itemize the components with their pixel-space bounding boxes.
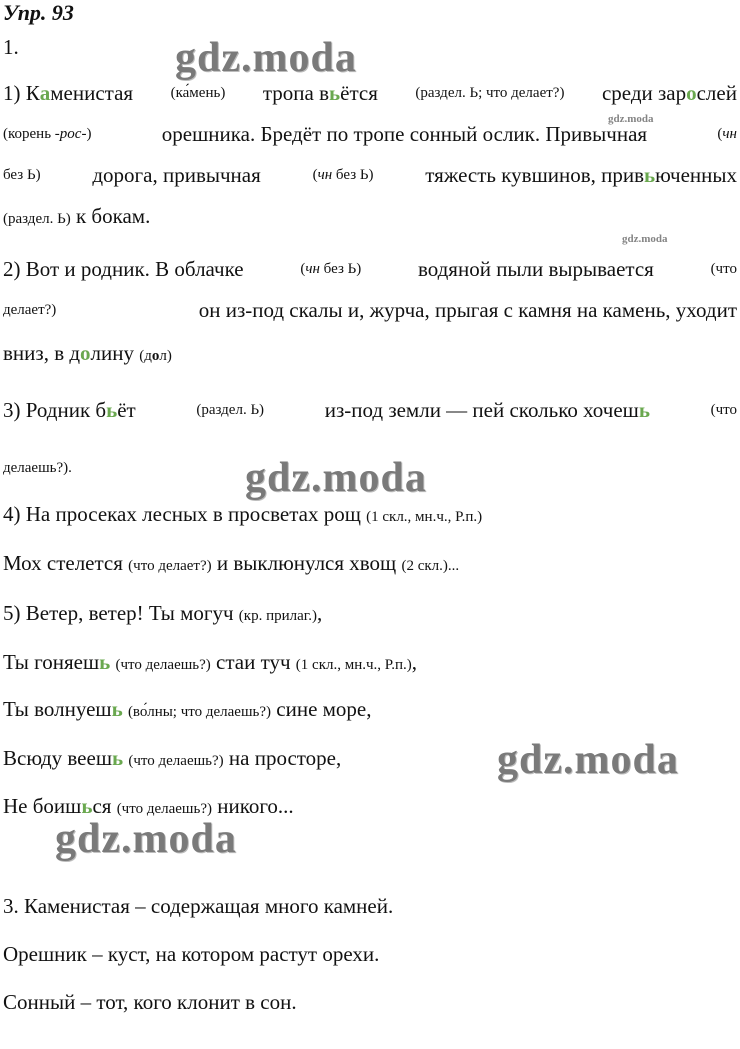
- watermark: gdz.moda: [175, 35, 357, 81]
- text: [3, 397, 136, 423]
- paragraph-1-line-4: [3, 203, 150, 232]
- bold-letter: о: [151, 348, 160, 364]
- text-run: ся: [92, 794, 112, 818]
- grammar-note: (раздел. Ь; что делает?): [415, 85, 565, 101]
- watermark: gdz.moda: [245, 455, 427, 501]
- grammar-note: без Ь): [3, 167, 41, 183]
- grammar-note: [300, 256, 361, 282]
- watermark: gdz.moda: [55, 816, 237, 862]
- text-run: Мох стелется: [3, 551, 123, 575]
- text-run: ,: [316, 601, 323, 625]
- italic-note: чн: [305, 261, 320, 277]
- grammar-note: [3, 121, 91, 147]
- text-run: 1) К: [3, 81, 40, 105]
- grammar-note: делает?): [3, 302, 57, 318]
- grammar-note: (что: [710, 402, 737, 418]
- text-run: без Ь): [319, 261, 362, 277]
- paragraph-2-line-2: [3, 297, 737, 323]
- grammar-note: (ка́мень): [170, 85, 226, 101]
- grammar-note: [717, 121, 737, 147]
- text-run: водяной пыли вырывается: [417, 257, 654, 281]
- grammar-note: [139, 348, 172, 364]
- root-italic: рос: [59, 126, 82, 142]
- watermark-small: gdz.moda: [608, 113, 654, 125]
- exercise-title: Упр. 93: [3, 0, 74, 25]
- text-run: 2) Вот и родник. В облачке: [3, 257, 244, 281]
- text-run: из-под земли — пей сколько хочеш: [324, 398, 639, 422]
- paragraph-2-line-1: [3, 256, 737, 282]
- definition-line-2: Орешник – куст, на котором растут орехи.: [3, 942, 380, 966]
- text-run: л): [159, 348, 172, 364]
- text-run: лину: [90, 341, 135, 365]
- text-run: (: [300, 261, 306, 277]
- text-run: тропа в: [262, 81, 330, 105]
- text-run: 3) Родник б: [3, 398, 107, 422]
- poem-line-4: [3, 649, 417, 678]
- paragraph-1-line-3: [3, 162, 737, 188]
- grammar-note: (2 скл.)...: [401, 558, 460, 574]
- text-run: сине море,: [276, 697, 372, 721]
- text-run: 5) Ветер, ветер! Ты могуч: [3, 601, 234, 625]
- poem-line-6: [3, 745, 341, 774]
- text-run: Всюду вееш: [3, 746, 112, 770]
- grammar-note: (во́лны; что делаешь?): [127, 704, 272, 720]
- text-run: Не боиш: [3, 794, 82, 818]
- text: [602, 80, 737, 106]
- text-run: стаи туч: [216, 650, 291, 674]
- definition-line-1: 3. Каменистая – содержащая много камней.: [3, 894, 394, 918]
- watermark: gdz.moda: [497, 737, 679, 783]
- definition-line-3: Сонный – тот, кого клонит в сон.: [3, 990, 297, 1014]
- text: [263, 80, 378, 106]
- italic-note: чн: [722, 126, 737, 142]
- paragraph-3-line-1: [3, 397, 737, 423]
- text-run: ёт: [117, 398, 136, 422]
- poem-line-3: [3, 600, 322, 629]
- text-run: юченных: [655, 163, 737, 187]
- text-run: на просторе,: [228, 746, 342, 770]
- text-run: слей: [696, 81, 737, 105]
- grammar-note: (1 скл., мн.ч., Р.п.): [366, 509, 483, 525]
- highlighted-letter: о: [686, 81, 697, 105]
- text-run: -): [81, 126, 92, 142]
- grammar-note: (что делает?): [128, 558, 212, 574]
- highlighted-letter: ь: [99, 650, 111, 674]
- highlighted-letter: ь: [111, 697, 123, 721]
- highlighted-letter: ь: [112, 746, 124, 770]
- text-run: к бокам.: [75, 204, 151, 228]
- poem-line-2: [3, 550, 459, 579]
- text-run: орешника. Бредёт по тропе сонный ослик. Привычная: [161, 122, 648, 146]
- highlighted-letter: ь: [106, 398, 118, 422]
- text-run: (: [312, 167, 318, 183]
- text-run: менистая: [50, 81, 134, 105]
- italic-note: чн: [317, 167, 333, 183]
- highlighted-letter: ь: [638, 398, 650, 422]
- text-run: тяжесть кувшинов, прив: [425, 163, 645, 187]
- grammar-note: (что делаешь?): [116, 801, 212, 817]
- section-number-1: 1.: [3, 35, 19, 59]
- text-run: он из-под скалы и, журча, прыгая с камня на камень, уходит: [198, 298, 737, 322]
- highlighted-letter: о: [80, 341, 91, 365]
- text-run: (корень -: [3, 126, 60, 142]
- text-run: ётся: [340, 81, 378, 105]
- poem-line-5: [3, 696, 372, 725]
- text-run: Ты волнуеш: [3, 697, 112, 721]
- text-run: 4) На просеках лесных в просветах рощ: [3, 502, 361, 526]
- text-run: вниз, в д: [3, 341, 81, 365]
- grammar-note: делаешь?).: [3, 460, 72, 476]
- text-run: никого...: [217, 794, 294, 818]
- highlighted-letter: ь: [81, 794, 93, 818]
- text-run: среди зар: [601, 81, 687, 105]
- text-run: ,: [411, 650, 418, 674]
- paragraph-2-line-3: [3, 340, 172, 369]
- grammar-note: (что делаешь?): [115, 657, 211, 673]
- text-run: (: [717, 126, 723, 142]
- grammar-note: [313, 162, 374, 188]
- watermark-small: gdz.moda: [622, 233, 668, 245]
- text-run: без Ь): [332, 167, 374, 183]
- grammar-note: (что делаешь?): [128, 753, 224, 769]
- grammar-note: (что: [710, 261, 737, 277]
- text-run: дорога, привычная: [92, 163, 261, 187]
- grammar-note: (раздел. Ь): [196, 402, 265, 418]
- grammar-note: (кр. прилаг.): [238, 608, 317, 624]
- text-run: и выклюнулся хвощ: [216, 551, 397, 575]
- paragraph-3-line-2: [3, 452, 72, 481]
- text: [325, 397, 650, 423]
- highlighted-letter: ь: [329, 81, 341, 105]
- highlighted-letter: а: [39, 81, 51, 105]
- grammar-note: (раздел. Ь): [3, 211, 71, 227]
- grammar-note: (1 скл., мн.ч., Р.п.): [295, 657, 412, 673]
- text-run: Ты гоняеш: [3, 650, 100, 674]
- highlighted-letter: ь: [644, 163, 656, 187]
- paragraph-1-line-1: [3, 80, 737, 106]
- text-run: (д: [139, 348, 152, 364]
- text: [3, 80, 133, 106]
- text: [425, 162, 737, 188]
- poem-line-1: [3, 501, 482, 530]
